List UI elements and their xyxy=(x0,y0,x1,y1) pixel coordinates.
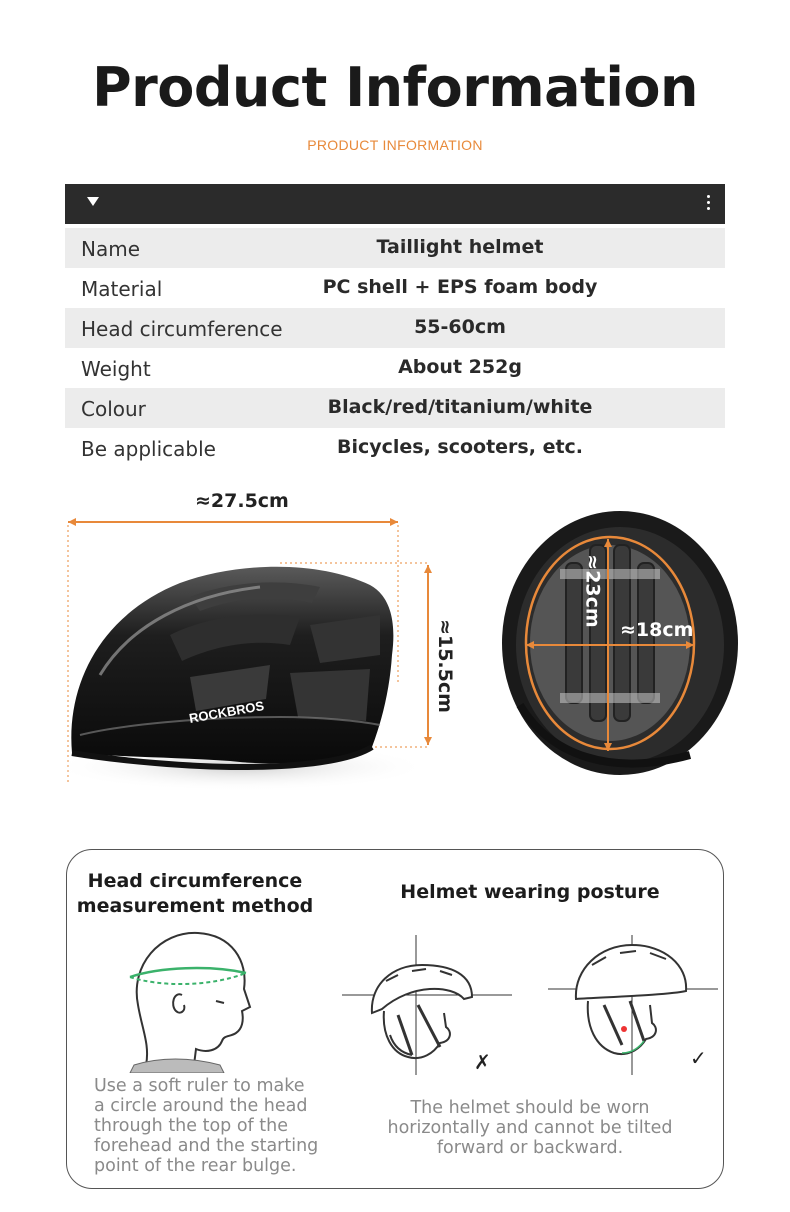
posture-instructions xyxy=(370,1098,690,1158)
brand-logo: ROCKBROS xyxy=(187,698,266,726)
wrong-mark: ✗ xyxy=(474,1050,491,1074)
spec-row-head-circumference xyxy=(65,308,725,348)
spec-label: Be applicable xyxy=(81,437,216,461)
more-vertical-icon[interactable] xyxy=(707,195,711,213)
spec-value: About 252g xyxy=(398,356,522,378)
spec-label: Weight xyxy=(81,357,151,381)
measure-instructions xyxy=(94,1076,354,1176)
measure-title-line1: Head circumference xyxy=(87,870,303,892)
dimension-length: ≈27.5cm xyxy=(195,490,289,512)
posture-title: Helmet wearing posture xyxy=(400,881,660,903)
spec-value: Bicycles, scooters, etc. xyxy=(336,436,584,458)
spec-row-colour xyxy=(65,388,725,428)
table-header-bar xyxy=(65,184,725,224)
posture-text-line: The helmet should be worn xyxy=(410,1098,650,1118)
posture-text-line: horizontally and cannot be tilted xyxy=(387,1118,673,1138)
spec-row-weight xyxy=(65,348,725,388)
page-subtitle: PRODUCT INFORMATION xyxy=(307,137,483,153)
measure-text-line: a circle around the head xyxy=(94,1096,308,1116)
head-measure-illustration xyxy=(120,925,260,1073)
spec-row-material xyxy=(65,268,725,308)
spec-row-applicable xyxy=(65,428,725,468)
posture-text-line: forward or backward. xyxy=(436,1138,624,1158)
measure-text-line: point of the rear bulge. xyxy=(94,1156,297,1176)
spec-label: Head circumference xyxy=(81,317,283,341)
page-title: Product Information xyxy=(92,56,698,119)
helmet-bottom-view xyxy=(490,505,760,795)
spec-row-name xyxy=(65,228,725,268)
helmet-side-view xyxy=(40,485,480,815)
spec-value: PC shell + EPS foam body xyxy=(322,276,598,298)
measure-title-line2: measurement method xyxy=(76,895,314,917)
spec-value: 55-60cm xyxy=(414,316,506,338)
dimension-inner-length: ≈23cm xyxy=(581,554,604,628)
right-mark: ✓ xyxy=(690,1046,707,1070)
spec-value: Black/red/titanium/white xyxy=(327,396,593,418)
spec-label: Material xyxy=(81,277,163,301)
dimension-inner-width: ≈18cm xyxy=(620,619,694,641)
measure-text-line: through the top of the xyxy=(94,1116,288,1136)
dimension-height: ≈15.5cm xyxy=(433,619,456,713)
measure-text-line: forehead and the starting xyxy=(94,1136,319,1156)
caret-down-icon[interactable] xyxy=(87,197,99,206)
measure-text-line: Use a soft ruler to make xyxy=(94,1076,305,1096)
spec-table xyxy=(65,228,725,468)
spec-label: Colour xyxy=(81,397,146,421)
spec-label: Name xyxy=(81,237,141,261)
spec-value: Taillight helmet xyxy=(376,236,544,258)
